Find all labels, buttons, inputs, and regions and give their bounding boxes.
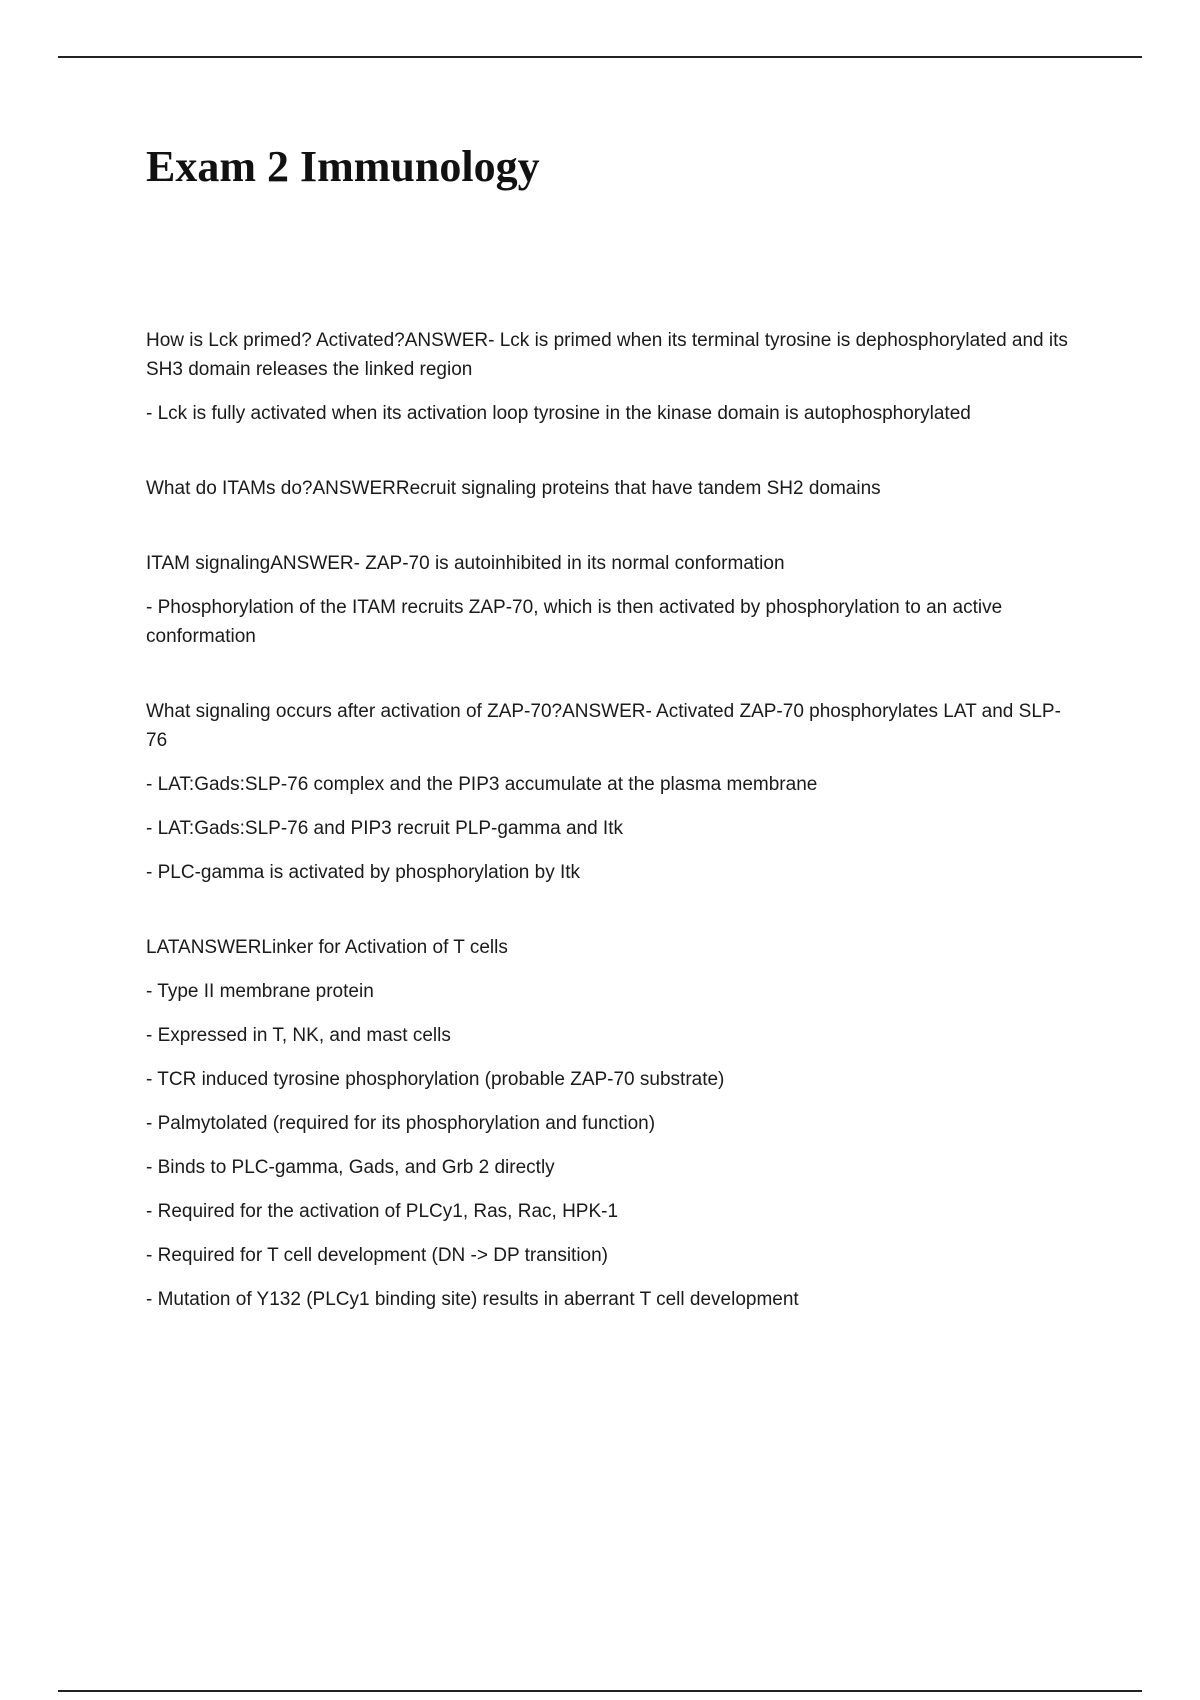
qa-detail-line: - Binds to PLC-gamma, Gads, and Grb 2 directly <box>146 1157 555 1178</box>
bottom-divider <box>58 1690 1142 1692</box>
qa-detail-line: - TCR induced tyrosine phosphorylation (probable ZAP-70 substrate) <box>146 1069 725 1090</box>
qa-detail-line: - Required for the activation of PLCy1, Ras, Rac, HPK-1 <box>146 1201 619 1222</box>
qa-entry-zap70 <box>146 697 1076 887</box>
qa-list <box>146 326 1076 1314</box>
qa-question-answer: What do ITAMs do?ANSWERRecruit signaling proteins that have tandem SH2 domains <box>146 478 881 499</box>
qa-entry-itams <box>146 474 1076 503</box>
qa-detail-line: - Type II membrane protein <box>146 981 374 1002</box>
qa-question-answer: What signaling occurs after activation of ZAP-70?ANSWER- Activated ZAP-70 phosphorylates LAT and SLP-76 <box>146 701 1061 751</box>
qa-detail-line: - Lck is fully activated when its activation loop tyrosine in the kinase domain is autophosphorylated <box>146 403 971 424</box>
document-title: Exam 2 Immunology <box>146 142 540 191</box>
qa-detail-line: - Required for T cell development (DN -> DP transition) <box>146 1245 609 1266</box>
qa-entry-itam-signaling <box>146 549 1076 651</box>
qa-question-answer: ITAM signalingANSWER- ZAP-70 is autoinhibited in its normal conformation <box>146 553 785 574</box>
qa-detail-line: - Mutation of Y132 (PLCy1 binding site) results in aberrant T cell development <box>146 1289 799 1310</box>
document-page <box>146 140 1076 1360</box>
qa-detail-line: - Palmytolated (required for its phosphorylation and function) <box>146 1113 656 1134</box>
top-divider <box>58 56 1142 58</box>
qa-question-answer: How is Lck primed? Activated?ANSWER- Lck is primed when its terminal tyrosine is dephosphorylated and its SH3 domain releases the linked region <box>146 330 1068 380</box>
qa-entry-lck <box>146 326 1076 428</box>
qa-detail-line: - Expressed in T, NK, and mast cells <box>146 1025 451 1046</box>
qa-detail-line: - LAT:Gads:SLP-76 complex and the PIP3 accumulate at the plasma membrane <box>146 774 818 795</box>
qa-detail-line: - LAT:Gads:SLP-76 and PIP3 recruit PLP-gamma and Itk <box>146 818 623 839</box>
qa-entry-lat <box>146 933 1076 1314</box>
qa-detail-line: - PLC-gamma is activated by phosphorylation by Itk <box>146 862 581 883</box>
qa-detail-line: - Phosphorylation of the ITAM recruits ZAP-70, which is then activated by phosphorylation to an active conformation <box>146 597 1003 647</box>
qa-question-answer: LATANSWERLinker for Activation of T cells <box>146 937 508 958</box>
